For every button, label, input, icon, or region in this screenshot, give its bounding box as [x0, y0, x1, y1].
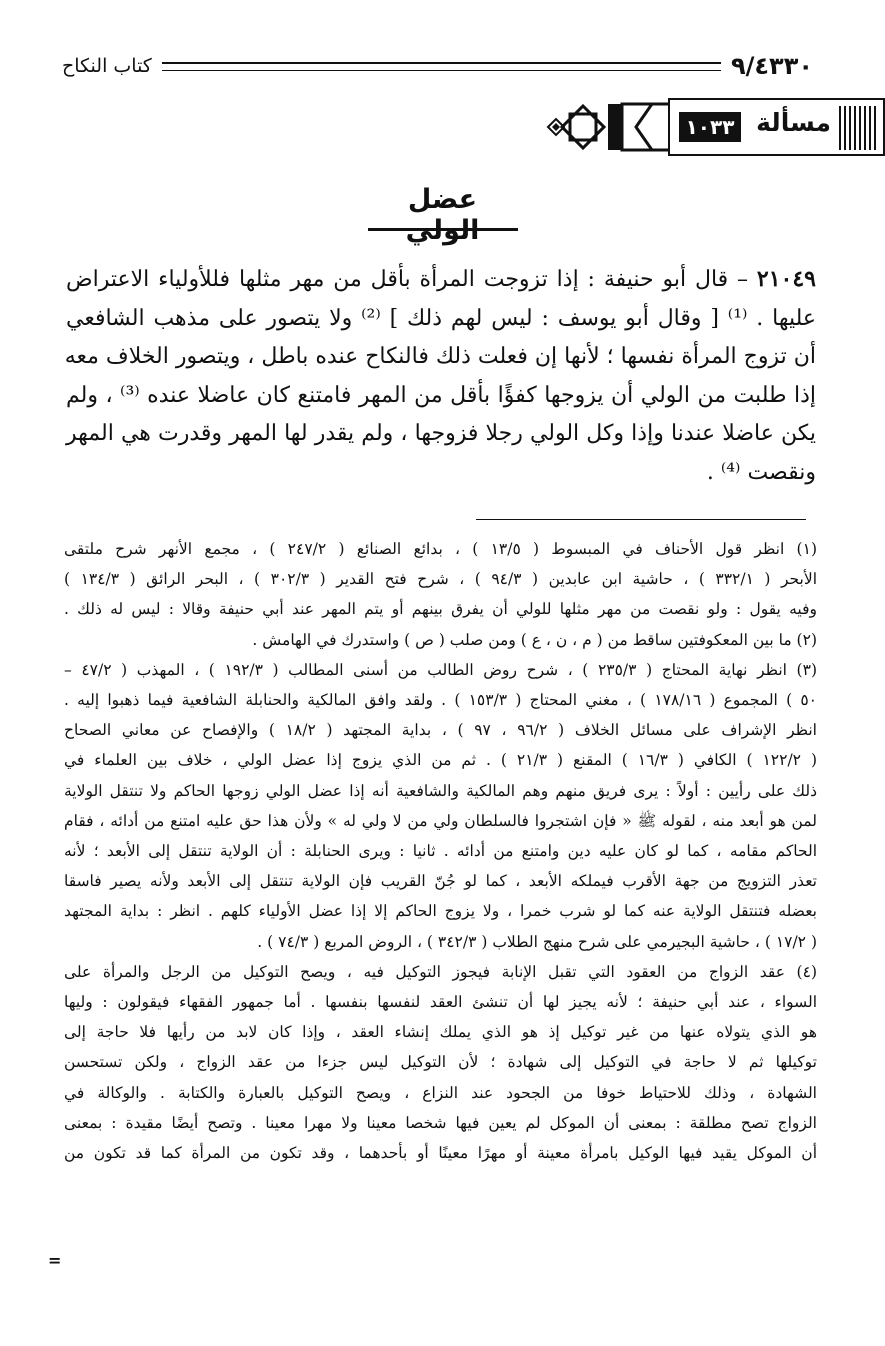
main-text-line: أن تزوج المرأة نفسها ؛ لأنها إن فعلت ذلك فالنكاح عنده باطل ، ويتصور الخلاف معه [64, 344, 816, 369]
footnote-line: توكيلها ثم لا حاجة في التوكيل إلى شهادة ؛ لأن التوكيل ليس جزءا من عقد الزواج ، ولكن تستحسن [64, 1053, 817, 1072]
footnote-line: الشهادة ، وذلك للاحتياط خوفا من الجحود عند النزاع ، ويصح التوكيل بالعبارة والكتابة . والوكالة في [64, 1083, 817, 1102]
masala-banner [540, 98, 885, 156]
footnote-line: الأبحر ( ٣٣٢/١ ) ، حاشية ابن عابدين ( ٩٤/٣ ) ، شرح فتح القدير ( ٣٠٢/٣ ) ، البحر الرائق ( ١٣٤/٣ ) [64, 570, 817, 589]
footnote-line: السواء ، عند أبي حنيفة ؛ لأنه يجيز لها أن تنشئ العقد لنفسها بنفسها . أما جمهور الفقهاء فيقولون : وليها [64, 993, 817, 1012]
footnotes [64, 534, 817, 1168]
footnote-line: بعضله فتنتقل الولاية عنه كما لو شرب خمرا ، ولا يزوج الحاكم إلا إذا عضل الأولياء كلهم . انظر : بداية المجتهد [64, 902, 817, 921]
footnote-line: ٥٠ ) المجموع ( ١٧٨/١٦ ) ، مغني المحتاج ( ١٥٣/٣ ) . ولقد وافق المالكية والحنابلة الشافعية فيما ذهبوا إليه . [64, 691, 818, 710]
footnote-line: الزواج تصح مطلقة : بمعنى أن الموكل لم يعين فيها شخصا معينا ولا مهرا معينا . وتصح أيضًا مقيدة : بمعنى [64, 1113, 817, 1132]
main-text-line: يكن عاضلا عندنا وإذا وكل الولي رجلا فزوجها ، ولم يقدر لها المهر وقدرت هي المهر [66, 421, 816, 446]
header-rule [162, 62, 721, 71]
footnote-line: (٤) عقد الزواج من العقود التي تقبل الإنابة فيجوز التوكيل فيه ، ويصح التوكيل من الرجل والمرأة على [64, 962, 817, 981]
masala-banner-box [668, 98, 885, 156]
masala-label: مسألة [756, 108, 831, 137]
main-text-line: ونقصت ⁽⁴⁾ . [706, 459, 816, 485]
running-header [62, 46, 813, 86]
geometric-ornament-icon [540, 98, 670, 156]
footnote-line: ( ١٧/٢ ) ، حاشية البجيرمي على شرح منهج الطلاب ( ٣٤٢/٣ ) ، الروض المربع ( ٧٤/٣ ) . [257, 932, 817, 951]
continuation-mark: = [48, 1251, 62, 1270]
main-text-line: ٢١٠٤٩ – قال أبو حنيفة : إذا تزوجت المرأة بأقل من مهر مثلها فللأولياء الاعتراض [66, 266, 816, 292]
footnote-line: أن الموكل يقيد فيها الوكيل بامرأة معينة أو مهرًا معينًا أو بأحدهما ، وقد تكون من المرأة كما قد تكون من [64, 1144, 817, 1163]
footnote-line: هو الذي يتولاه عنها من غير توكيل إذ هو الذي يملك إنشاء العقد ، وإذا كان لابد من رأيها فلا حاجة إلى [64, 1023, 817, 1042]
footnote-line: وفيه يقول : ولو نقصت من مهر مثلها للولي أن يفرق بينهم أو يتم المهر عند أبي حنيفة وقالا : ليس له ذلك . [64, 600, 817, 619]
footnote-line: الحاكم مقامه ، كما لو كان عليه دين وامتنع من أدائه . ثانيا : ويرى الحنابلة : أن الولاية تنتقل إلى الأبعد ؛ لأنه [64, 842, 817, 861]
footnote-line: (١) انظر قول الأحناف في المبسوط ( ١٣/٥ ) ، بدائع الصنائع ( ٢٤٧/٢ ) ، مجمع الأنهر شرح ملتقى [64, 540, 817, 558]
main-text-line: عليها . ⁽¹⁾ [ وقال أبو يوسف : ليس لهم ذلك ] ⁽²⁾ ولا يتصور على مذهب الشافعي [66, 305, 817, 331]
title-underline [368, 228, 518, 231]
footnote-separator [476, 519, 806, 520]
masala-number: ١٠٣٣ [679, 112, 741, 142]
book-title: كتاب النكاح [62, 55, 152, 77]
footnote-line: (٣) انظر نهاية المحتاج ( ٢٣٥/٣ ) ، شرح روض الطالب من أسنى المطالب ( ١٩٢/٣ ) ، المهذب ( ٤٧/٢ – [64, 660, 817, 679]
footnote-line: لمن هو أبعد منه ، لقوله ﷺ « فإن اشتجروا فالسلطان ولي من لا ولي له » ولأن هذا حق عليه امتنع من أدائه ، فقام [64, 811, 817, 830]
section-title: عضل الولي [405, 184, 480, 246]
footnote-line: (٢) ما بين المعكوفتين ساقط من ( م ، ن ، ع ) ومن صلب ( ص ) واستدرك في الهامش . [252, 630, 817, 649]
footnote-line: ( ١٢٢/٢ ) الكافي ( ١٦/٣ ) المقنع ( ٢١/٣ ) . ثم من الذي يزوج إذا عضل الولي ، خلاف بين العلماء في [64, 751, 817, 770]
issue-number: ٢١٠٤٩ [756, 266, 816, 292]
main-text-line: إذا طلبت من الولي أن يزوجها كفؤًا بأقل من المهر فامتنع كان عاضلا عنده ⁽³⁾ ، ولم [66, 382, 816, 408]
footnote-line: ذلك على رأيين : أولاً : يرى فريق منهم وهم المالكية والشافعية أنه إذا عضل الولي زوجها الحاكم ولا تنتقل الولاية [64, 781, 817, 800]
footnote-line: تعذر التزويج من جهة الأقرب فيملكه الأبعد ، كما لو جُنّ القريب فإن الولاية تنتقل إلى الأبعد ولأنه يصير فاسقا [64, 872, 817, 891]
banner-stripes-ornament [839, 106, 879, 150]
footnote-line: انظر الإشراف على مسائل الخلاف ( ٩٦/٢ ، ٩٧ ) ، بداية المجتهد ( ١٨/٢ ) والإفصاح عن معاني الصحاح [64, 721, 817, 740]
page-number: ٩/٤٣٣٠ [730, 52, 813, 80]
main-text [66, 260, 816, 492]
